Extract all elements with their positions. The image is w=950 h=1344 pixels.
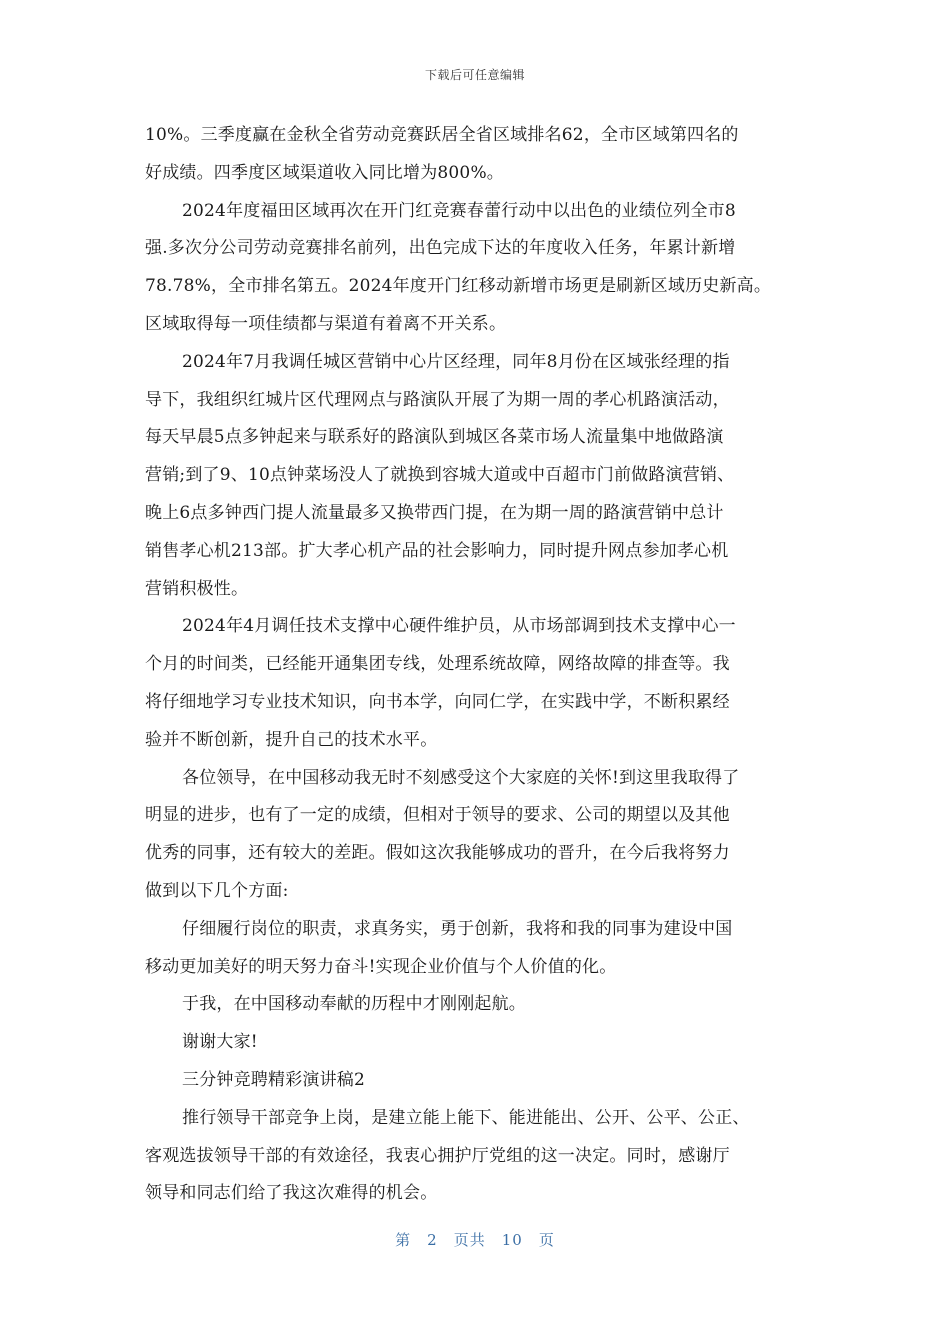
page-header: 下载后可任意编辑 <box>424 68 525 82</box>
text-line: 各位领导，在中国移动我无时不刻感受这个大家庭的关怀!到这里我取得了 <box>182 767 740 788</box>
footer-prefix: 第 <box>395 1231 412 1249</box>
footer-current-page: 2 <box>427 1231 438 1249</box>
text-line: 10%。三季度赢在金秋全省劳动竞赛跃居全省区域排名62，全市区域第四名的 <box>145 125 739 145</box>
text-line: 做到以下几个方面: <box>145 880 289 901</box>
text-line: 优秀的同事，还有较大的差距。假如这次我能够成功的晋升，在今后我将努力 <box>145 843 730 864</box>
text-line: 将仔细地学习专业技术知识，向书本学，向同仁学，在实践中学，不断积累经 <box>145 691 730 712</box>
text-line: 移动更加美好的明天努力奋斗!实现企业价值与个人价值的化。 <box>145 956 617 977</box>
text-line: 个月的时间类，已经能开通集团专线，处理系统故障，网络故障的排查等。我 <box>145 654 730 675</box>
text-line: 营销积极性。 <box>145 578 249 599</box>
text-line: 于我，在中国移动奉献的历程中才刚刚起航。 <box>182 994 526 1015</box>
page-footer <box>0 1229 950 1250</box>
text-line: 推行领导干部竞争上岗，是建立能上能下、能进能出、公开、公平、公正、 <box>182 1107 750 1128</box>
footer-suffix: 页 <box>538 1231 555 1249</box>
text-line: 客观选拔领导干部的有效途径，我衷心拥护厅党组的这一决定。同时，感谢厅 <box>145 1145 730 1166</box>
text-line: 强.多次分公司劳动竞赛排名前列，出色完成下达的年度收入任务，年累计新增 <box>145 238 736 259</box>
text-line: 仔细履行岗位的职责，求真务实，勇于创新，我将和我的同事为建设中国 <box>182 918 733 939</box>
text-line: 2024年7月我调任城区营销中心片区经理，同年8月份在区域张经理的指 <box>182 351 730 372</box>
footer-middle: 页共 <box>453 1231 486 1249</box>
text-line: 区域取得每一项佳绩都与渠道有着离不开关系。 <box>145 313 507 334</box>
text-line: 78.78%，全市排名第五。2024年度开门红移动新增市场更是刷新区域历史新高。 <box>145 276 772 297</box>
text-line: 2024年4月调任技术支撑中心硬件维护员，从市场部调到技术支撑中心一 <box>182 616 736 637</box>
text-line: 每天早晨5点多钟起来与联系好的路演队到城区各菜市场人流量集中地做路演 <box>145 427 724 448</box>
text-line: 领导和同志们给了我这次难得的机会。 <box>145 1183 438 1204</box>
text-line: 验并不断创新，提升自己的技术水平。 <box>145 729 438 750</box>
text-line: 明显的进步，也有了一定的成绩，但相对于领导的要求、公司的期望以及其他 <box>145 805 730 826</box>
footer-total-pages: 10 <box>501 1231 523 1249</box>
text-line: 导下，我组织红城片区代理网点与路演队开展了为期一周的孝心机路演活动， <box>145 389 730 410</box>
text-line: 2024年度福田区域再次在开门红竞赛春蕾行动中以出色的业绩位列全市8 <box>182 200 736 221</box>
text-line: 谢谢大家! <box>182 1032 258 1053</box>
text-line: 销售孝心机213部。扩大孝心机产品的社会影响力，同时提升网点参加孝心机 <box>145 540 729 561</box>
text-line: 三分钟竞聘精彩演讲稿2 <box>182 1069 366 1090</box>
text-line: 晚上6点多钟西门提人流量最多又换带西门提，在为期一周的路演营销中总计 <box>145 502 724 523</box>
text-line: 营销;到了9、10点钟菜场没人了就换到容城大道或中百超市门前做路演营销、 <box>145 465 735 486</box>
text-line: 好成绩。四季度区域渠道收入同比增为800%。 <box>145 162 505 183</box>
document-body <box>145 117 810 1213</box>
